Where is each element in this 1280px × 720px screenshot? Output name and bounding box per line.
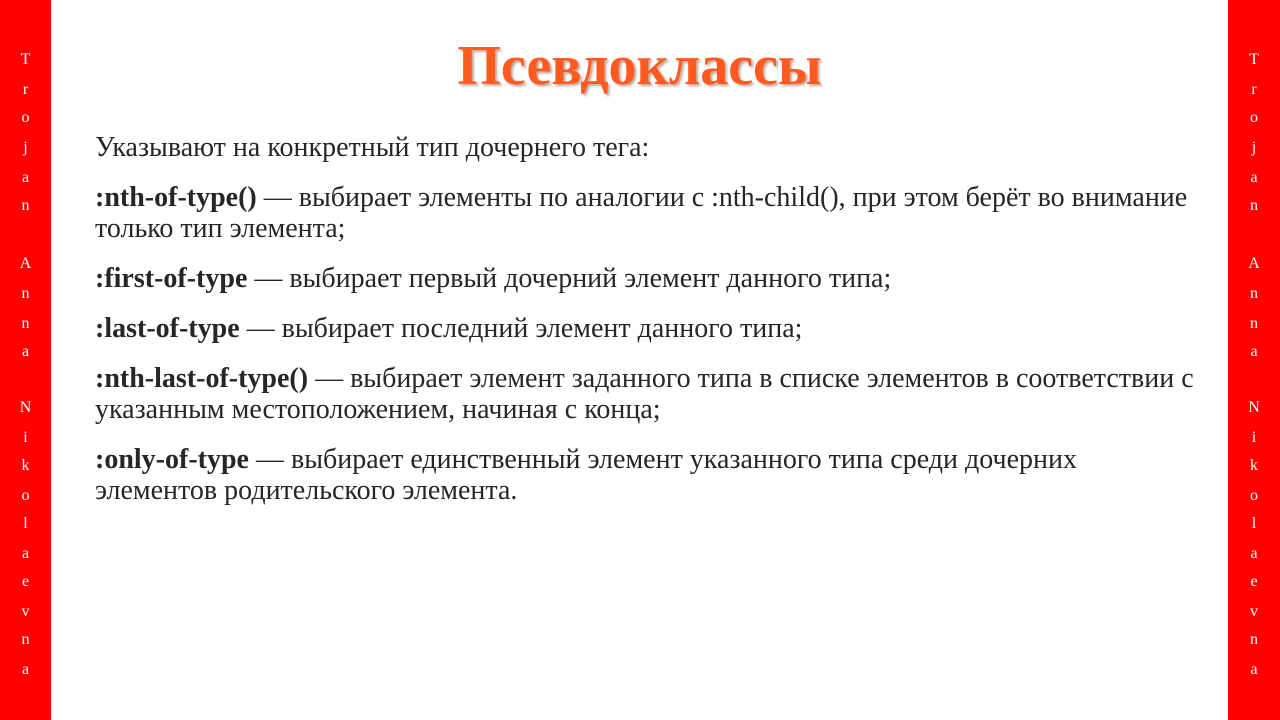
pseudo-class-description: — выбирает элементы по аналогии с :nth-child(), при этом берёт во внимание только тип элемента; (95, 182, 1188, 244)
left-sidebar-letter: o (21, 487, 30, 504)
right-sidebar-letter: n (1250, 315, 1258, 332)
left-sidebar-letter: N (19, 399, 32, 416)
left-sidebar-letter: k (21, 457, 30, 474)
list-item (95, 182, 1205, 244)
right-sidebar-letter: l (1251, 515, 1257, 532)
right-sidebar-letter: a (1250, 545, 1258, 562)
left-sidebar-letter: n (21, 315, 30, 332)
left-sidebar-letter: e (21, 573, 30, 590)
pseudo-class-term: :nth-of-type() (95, 182, 257, 213)
right-sidebar-letter: i (1251, 429, 1257, 446)
right-sidebar-letter: A (1248, 255, 1260, 272)
left-sidebar-letter: v (21, 603, 30, 620)
list-item (95, 444, 1205, 506)
right-sidebar-letter: n (1250, 285, 1258, 302)
pseudo-class-term: :first-of-type (95, 263, 248, 294)
right-sidebar-letter: j (1251, 139, 1257, 156)
pseudo-class-term: :nth-last-of-type() (95, 363, 309, 394)
pseudo-class-description: — выбирает первый дочерний элемент данного типа; (247, 263, 892, 294)
right-sidebar-letter: a (1250, 661, 1258, 678)
right-sidebar-letter: a (1250, 169, 1258, 186)
right-sidebar-letter: a (1250, 343, 1258, 360)
right-sidebar-letter: k (1250, 457, 1258, 474)
left-sidebar-letter: r (22, 81, 29, 98)
left-sidebar-letter: a (21, 169, 30, 186)
right-sidebar-letter: o (1250, 487, 1258, 504)
right-sidebar-letter: N (1248, 399, 1260, 416)
left-sidebar-letter: i (23, 429, 28, 446)
left-sidebar-letter: n (21, 285, 30, 302)
right-sidebar-letter: r (1251, 81, 1257, 98)
pseudo-class-term: :only-of-type (95, 444, 249, 475)
left-sidebar-letter: o (21, 109, 30, 126)
left-sidebar-letter: n (21, 197, 30, 214)
pseudo-class-description: — выбирает элемент заданного типа в списке элементов в соответствии с указанным местоположением, начиная с конца; (95, 363, 1194, 425)
left-sidebar-letter: A (19, 255, 32, 272)
right-sidebar-letter: o (1250, 109, 1258, 126)
right-sidebar (1228, 0, 1280, 720)
left-sidebar-letter: a (21, 545, 30, 562)
left-sidebar (0, 0, 51, 720)
left-sidebar-letter: a (21, 661, 30, 678)
left-sidebar-letter: n (21, 631, 30, 648)
right-sidebar-letter: v (1250, 603, 1258, 620)
right-sidebar-letter: T (1249, 51, 1259, 68)
left-sidebar-letter: a (21, 343, 30, 360)
left-sidebar-letter: T (20, 51, 31, 68)
intro-text: Указывают на конкретный тип дочернего тега: (95, 132, 650, 163)
list-item (95, 313, 1205, 344)
right-sidebar-letter: n (1250, 197, 1258, 214)
pseudo-class-term: :last-of-type (95, 313, 240, 344)
pseudo-class-description: — выбирает единственный элемент указанного типа среди дочерних элементов родительского элемента. (95, 444, 1078, 506)
slide-content (95, 132, 1205, 525)
right-sidebar-letter: e (1250, 573, 1258, 590)
left-sidebar-letter: j (23, 139, 28, 156)
pseudo-class-description: — выбирает последний элемент данного типа; (239, 313, 803, 344)
left-sidebar-letter: l (23, 515, 28, 532)
list-item (95, 263, 1205, 294)
right-sidebar-letter: n (1250, 631, 1258, 648)
list-item (95, 363, 1205, 425)
page-title: Псевдоклассы (457, 35, 822, 97)
